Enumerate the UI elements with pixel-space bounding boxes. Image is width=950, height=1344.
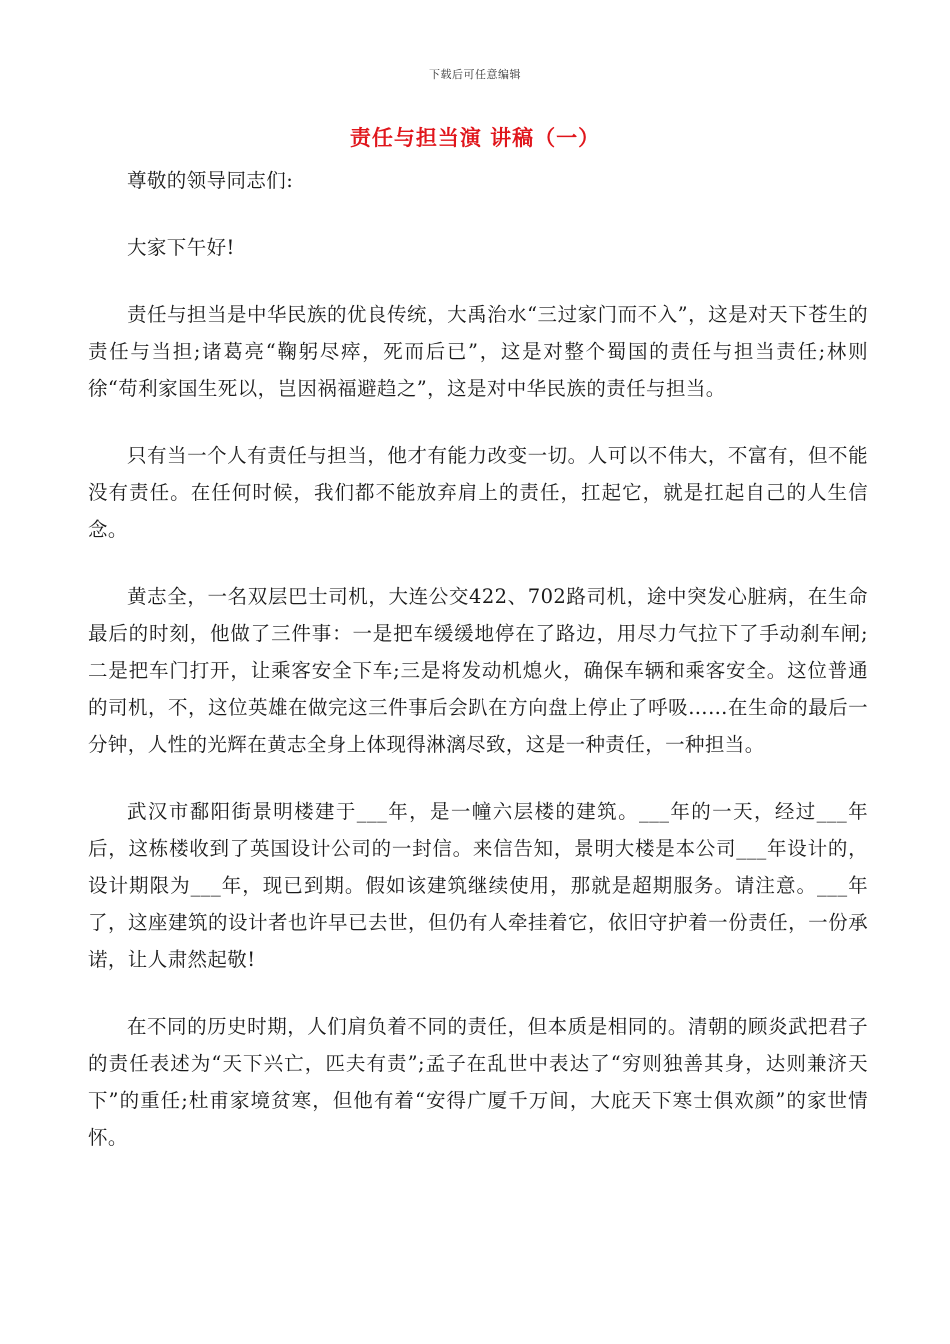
- document-body: [88, 152, 868, 1186]
- header-note: 下载后可任意编辑: [429, 68, 521, 81]
- document-title: 责任与担当演 讲稿（一）: [349, 125, 601, 150]
- salutation: 大家下午好!: [127, 236, 235, 259]
- paragraph-5: 在不同的历史时期，人们肩负着不同的责任，但本质是相同的。清朝的顾炎武把君子的责任表述为“天下兴亡，匹夫有责”;孟子在乱世中表达了“穷则独善其身，达则兼济天下”的重任;杜甫家境贫寒，但他有着“安得广厦千万间，大庇天下寒士俱欢颜”的家世情怀。: [88, 1015, 868, 1149]
- paragraph-1: 责任与担当是中华民族的优良传统，大禹治水“三过家门而不入”，这是对天下苍生的责任与当担;诸葛亮“鞠躬尽瘁，死而后已”，这是对整个蜀国的责任与担当责任;林则徐“苟利家国生死以，岂因祸福避趋之”，这是对中华民族的责任与担当。: [88, 303, 868, 400]
- paragraph-2: 只有当一个人有责任与担当，他才有能力改变一切。人可以不伟大，不富有，但不能没有责任。在任何时候，我们都不能放弃肩上的责任，扛起它，就是扛起自己的人生信念。: [88, 444, 868, 541]
- paragraph-4: 武汉市鄱阳街景明楼建于___年，是一幢六层楼的建筑。___年的一天，经过___年后，这栋楼收到了英国设计公司的一封信。来信告知，景明大楼是本公司___年设计的，设计期限为___年，现已到期。假如该建筑继续使用，那就是超期服务。请注意。___年了，这座建筑的设计者也许早已去世，但仍有人牵挂着它，依旧守护着一份责任，一份承诺，让人肃然起敬!: [88, 800, 868, 971]
- greeting: 尊敬的领导同志们:: [127, 169, 294, 192]
- paragraph-3: 黄志全，一名双层巴士司机，大连公交422、702路司机，途中突发心脏病，在生命最后的时刻，他做了三件事：一是把车缓缓地停在了路边，用尽力气拉下了手动刹车闸;二是把车门打开，让乘客安全下车;三是将发动机熄火，确保车辆和乘客安全。这位普通的司机，不，这位英雄在做完这三件事后会趴在方向盘上停止了呼吸……在生命的最后一分钟，人性的光辉在黄志全身上体现得淋漓尽致，这是一种责任，一种担当。: [88, 585, 868, 756]
